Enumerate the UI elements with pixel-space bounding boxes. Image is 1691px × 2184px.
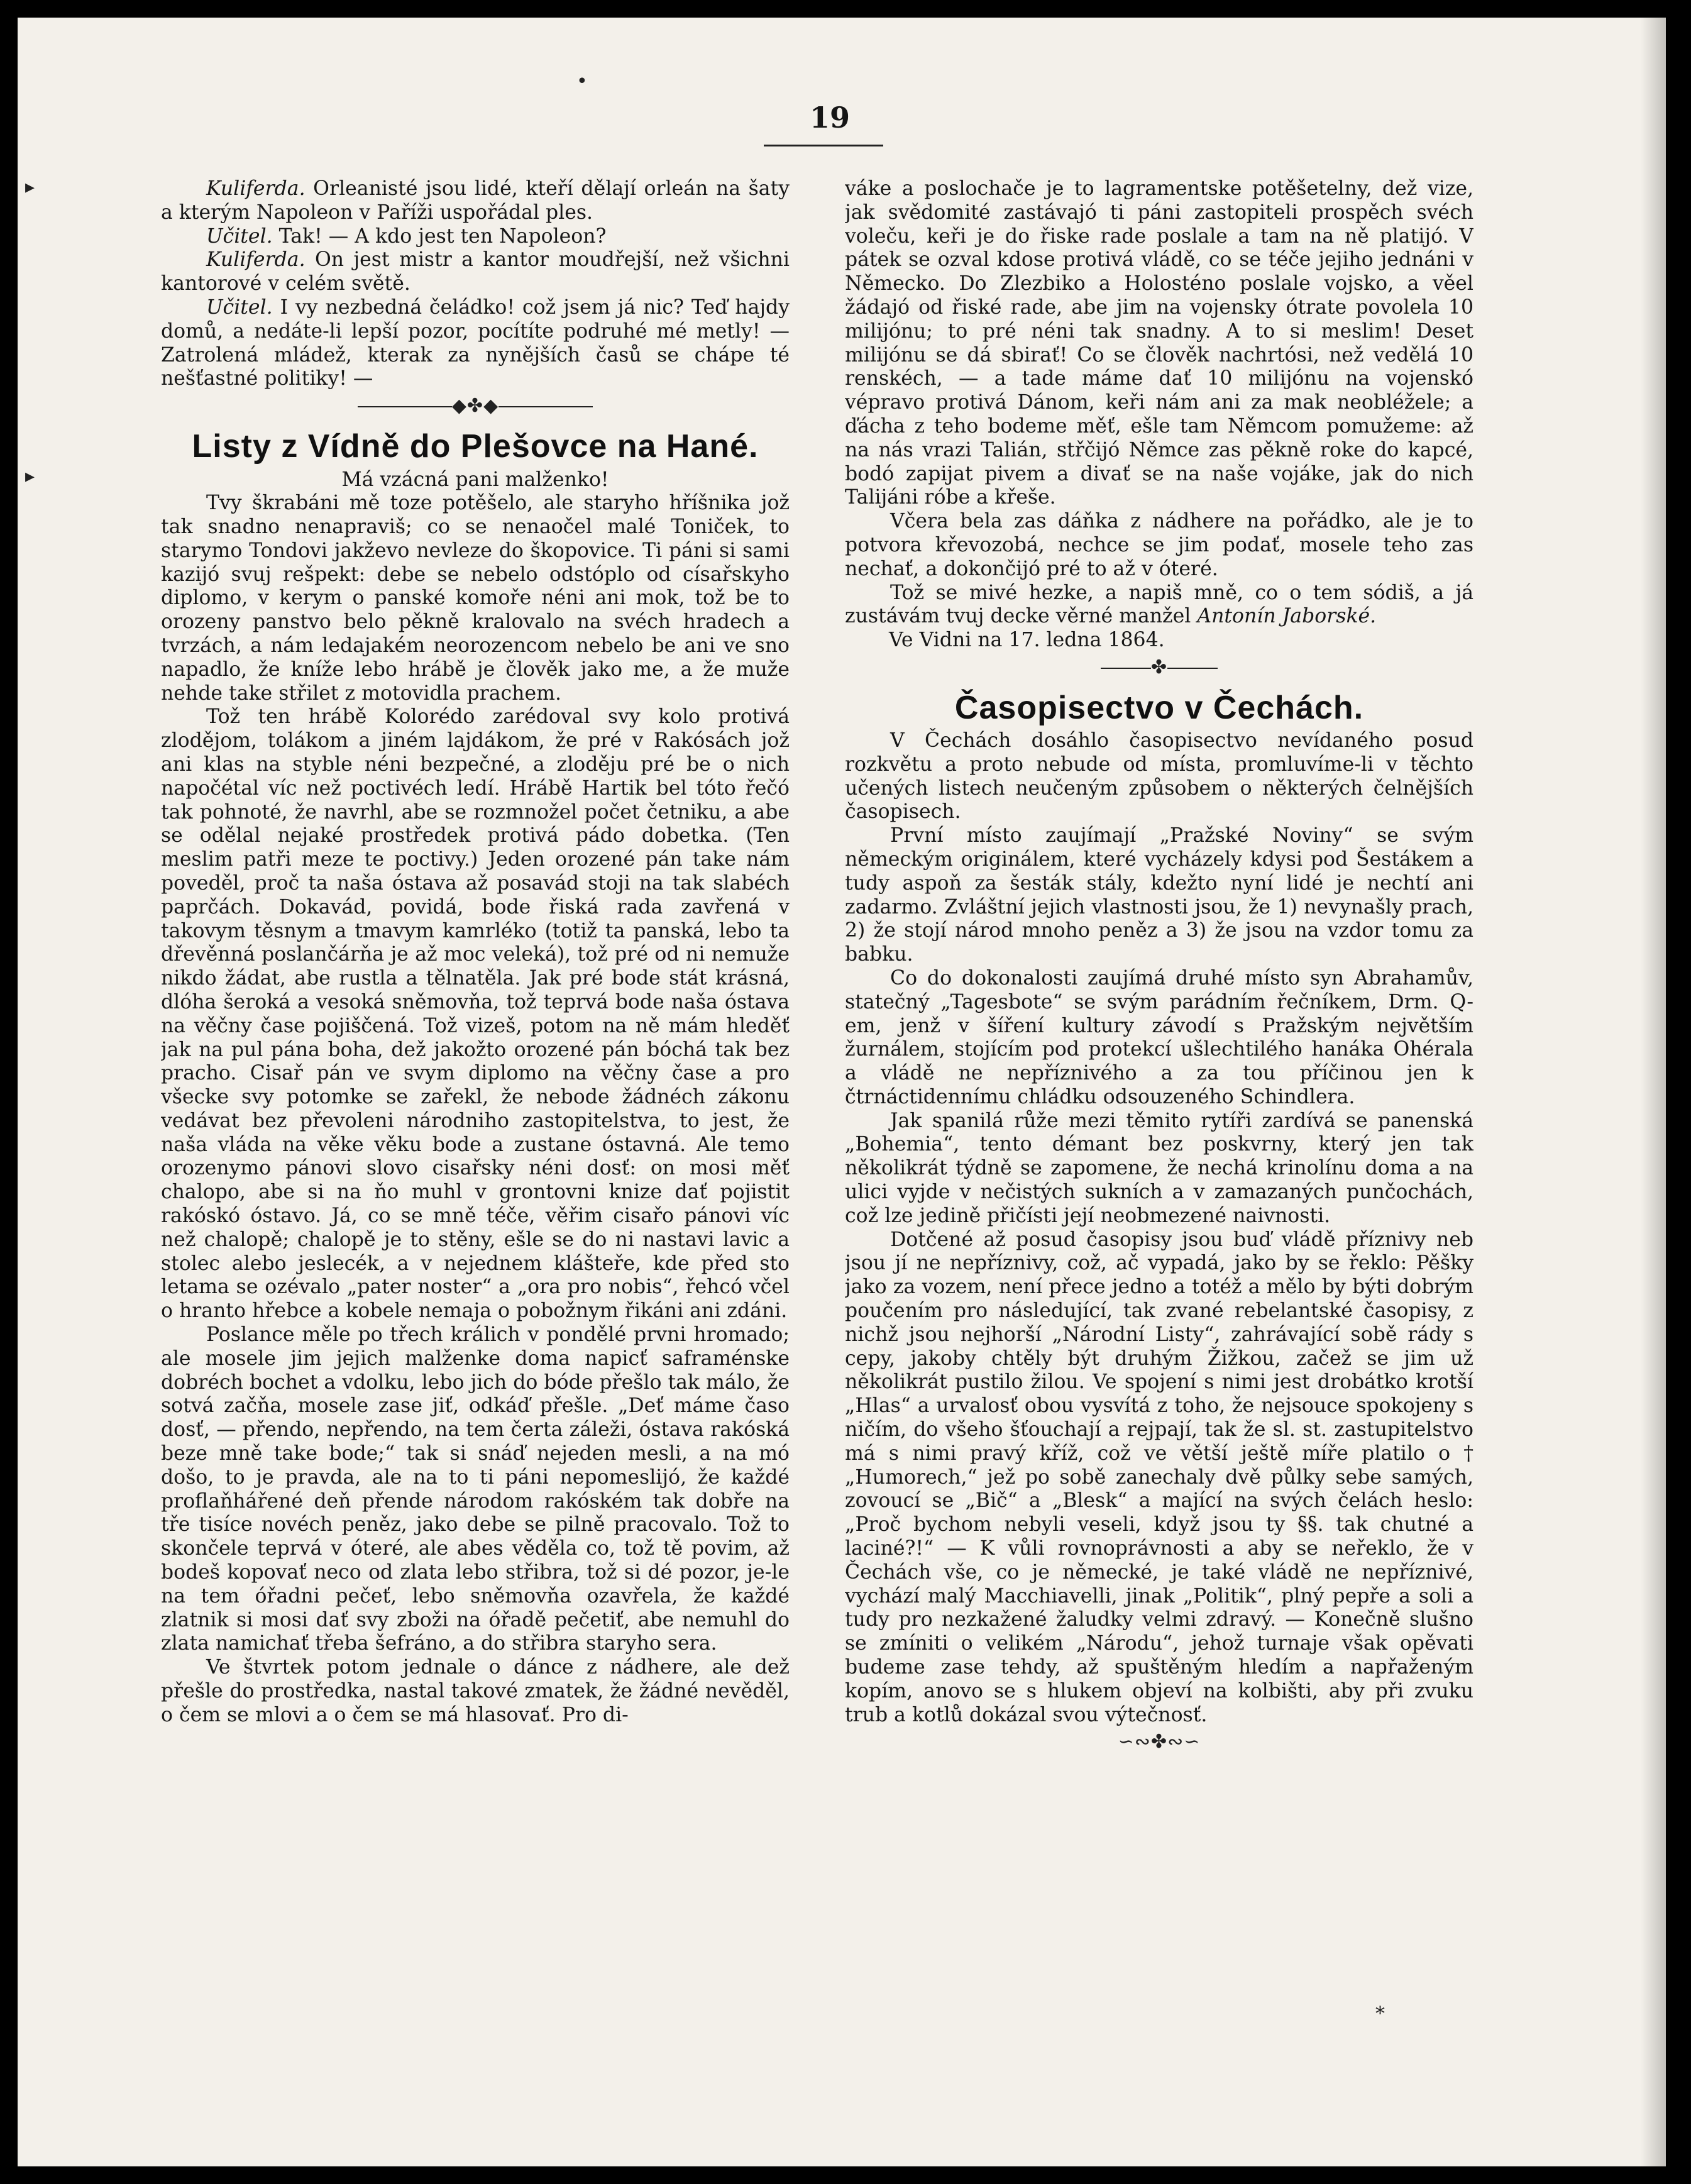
right-column bbox=[845, 177, 1473, 2114]
speaker-name: Učitel. bbox=[206, 224, 273, 248]
print-speck: • bbox=[576, 70, 588, 92]
article-paragraph: Poslance měle po třech králich v pondělé prvni hromado; ale mosele jim jejich malženke doma napicť saframénske dobréch bochet a vdolku, lebo jich do bóde přešlo tak málo, že sotvá začňa, mosele zase jiť, odkáď přešle. „Deť máme časo dosť, — přendo, nepřendo, na tem čerta záleži, óstava rakóská beze mně take bode;“ tak si snáď nejeden mesli, a na mó došo, to je pravda, ale na to ti páni nepomeslijó, že každé proflaňhářené deň přende národom rakóském tak dobře na tře tisíce novéch peněz, jako debe se pilně pracovalo. Tož to skončele teprvá v óteré, ale abes věděla co, tož tě povim, až bodeš kopovať neco od zlata lebo střibra, tož si dé pozor, je-le na tem óřadni pečeť, lebo sněmovňa ozavřela, že každé zlatnik si mosi dať svy zboži na óřadě pečetiť, abe nemuhl do zlata namichať třeba šefráno, a do střibra staryho sera. bbox=[161, 1323, 790, 1655]
dialogue-text: Tak! — A kdo jest ten Napoleon? bbox=[272, 224, 607, 248]
print-asterisk: * bbox=[1375, 2003, 1385, 2025]
margin-mark-top: ▸ bbox=[25, 176, 35, 198]
page-number-rule bbox=[764, 145, 883, 146]
dialogue-text: On jest mistr a kantor moudřejší, než všichni kantorové v celém světě. bbox=[161, 248, 790, 295]
letter-greeting: Má vzácná pani malženko! bbox=[341, 468, 609, 492]
speaker-name: Kuliferda. bbox=[206, 248, 306, 272]
dialogue-line bbox=[161, 225, 790, 249]
speaker-name: Učitel. bbox=[206, 295, 273, 319]
article-paragraph: váke a poslochače je to lagramentske potěšetelny, dež vize, jak svědomité zastávajó ti páni zastopiteli prospěch svéch voleču, keři je do řiske rade poslale a tam na ně platijó. V pátek se ozval kdose protivá vládě, co se téče jejiho jednáni v Německo. Do Zlezbiko a Holosténo poslale vojsko, a věel žádajó od řiské rade, abe jim na vojensky ótrate povolela 10 milijónu; to pré néni tak snadny. A to si meslim! Deset milijónu se dá sbirať! Co se člověk nachrtósi, než vedělá 10 renskéch, — a tade máme dať 10 milijónu na vojenskó vépravo protivá Dánom, keři nám ani za mak neobléžele; a ďácha z teho bodeme měť, ešle tam Němcom pomužeme: až na nás vrazi Talián, střčijó Němce zas pěkně roke do kapcé, bodó zapijat pivem a divať se na naše vojáke, jak do nich Talijáni róbe a křeše. bbox=[845, 177, 1473, 509]
margin-mark-middle: ▸ bbox=[25, 465, 35, 487]
place-date: Ve Vidni na 17. ledna 1864. bbox=[889, 629, 1165, 652]
page-number: 19 bbox=[809, 101, 850, 135]
section-divider-ornament: ✤ bbox=[845, 654, 1473, 681]
signature-name: Antonín Jaborské. bbox=[1197, 605, 1377, 628]
dialogue-text: I vy nezbedná čeládko! což jsem já nic? Teď hajdy domů, a nedáte-li lepší pozor, pocítíte podruhé mé metly! — Zatrolená mládež, kterak za nynějších časů se chápe té nešťastné politiky! — bbox=[161, 295, 790, 390]
dialogue-text: Orleanisté jsou lidé, kteří dělají orleán na šaty a kterým Napoleon v Paříži uspořádal ples. bbox=[161, 177, 790, 224]
article-title: Časopisectvo v Čechách. bbox=[954, 689, 1364, 726]
speaker-name: Kuliferda. bbox=[206, 177, 306, 200]
article-paragraph: Tož ten hrábě Kolorédo zarédoval svy kolo protivá zlodějom, tolákom a jiném lajdákom, že pré v Rakósách jož ani klas na styble néni bezpečné, a zloděju pré be o nich napočétal víc než poctivéch ledí. Hrábě Hartik bel tóto řečó tak pohnoté, že navrhl, abe se rozmnožel počet četniku, a abe se odělal nejaké prostředek protivá pádo dobetka. (Ten meslim patři meze te poctivy.) Jeden orozené pán take nám poveděl, proč ta naša óstava až posavád stoji na tak slabéch paprčách. Dokavád, povidá, bode řiská rada zavřená v takovym těsnym a tmavym kamrléko (totiž ta panská, lebo ta dřevěnná poslančárňa je až moc veleká), tož pré od ni nemuže nikdo žádat, abe rustla a tělnatěla. Jak pré bode stát krásná, dlóha šeroká a vesoká sněmovňa, tož teprvá bode naša óstava na věčny čase pojiščená. Tož vizeš, potom na ně mám hleděť jak na pul pána boha, dež jakožto orozené pán bóchá tak bez pracho. Cisař pán ve svym diplomo na věčny čase a pro všecke svy potomke se zařekl, že nebode žádnéch zákonu vedávat bez převoleni národniho zastopitelstva, to jest, že naša vláda na věke věku bode a zustane óstavná. Ale temo orozenymo pánovi slovo cisařsky néni dosť: on mosi měť chalopo, abe si na ňo muhl v grontovni knize dať pojistit rakóskó óstavo. Já, co se mně téče, věřim cisařo pánovi víc než chalopě; chalopě je to stěny, ešle se do ni nastavi lavic a stolec alebo jeslecék, a v nejednem klášteře, kde před sto letama se ozévalo „pater noster“ a „ora pro nobis“, řehcó včel o hranto hřebce a kobele nemaja o pobožnym řikáni ani zdáni. bbox=[161, 705, 790, 1323]
article-paragraph: Jak spanilá růže mezi těmito rytíři zardívá se panenská „Bohemia“, tento démant bez poskvrny, který jen tak několikrát týdně se zapomene, že nechá krinolínu doma a na ulici vyjde v nečistých sukních a v zamazaných punčochách, což lze jedině přičísti její neobmezené naivnosti. bbox=[845, 1109, 1473, 1227]
closing-text: Tož se mivé hezke, a napiš mně, co o tem sódiš, a já zustávám tvuj decke věrné manžel bbox=[845, 581, 1473, 628]
article-paragraph: Ve štvrtek potom jednale o dánce z nádhere, ale dež přešle do prostředka, nastal takové zmatek, že žádné nevěděl, o čem se mlovi a o čem se má hlasovať. Pro di- bbox=[161, 1656, 790, 1726]
dialogue-line bbox=[161, 177, 790, 225]
article-paragraph: V Čechách dosáhlo časopisectvo nevídaného posud rozkvětu a proto nebude od místa, promluvíme-li v těchto učených listech neučeným způsobem o některých čelnějších časopisech. bbox=[845, 729, 1473, 824]
dialogue-line bbox=[161, 248, 790, 296]
article-paragraph: Tvy škrabáni mě toze potěšelo, ale staryho hříšnika jož tak snadno nenapraviš; co se nenaočel malé Toniček, to starymo Tondovi jakževo nevleze do škopovice. Ti páni si sami kazijó svuj rešpekt: debe se nebelo odstóplo od císařskyho diplomo, v kerym o panské komoře néni ani mok, tož be to orozeny panstvo belo pěkně kralovalo na svéch hradech a tvrzách, a nám ledajakém neorozencom nebelo be ani ve sno napadlo, že kníže lebo hrábě je člověk jako me, a že muže nehde take střilet z motovidla prachem. bbox=[161, 492, 790, 705]
article-paragraph: Včera bela zas dáňka z nádhere na pořádko, ale je to potvora křevozobá, nechce se jim podať, mosele teho zas nechať, a dokončijó pré to až v óteré. bbox=[845, 510, 1473, 580]
article-paragraph: Co do dokonalosti zaujímá druhé místo syn Abrahamův, statečný „Tagesbote“ se svým parádním řečníkem, Drm. Q-em, jenž v šíření kultury závodí s Pražským největším žurnálem, stojícím pod protekcí ušlechtilého hanáka Ohérala a vládě ne nepříznivého a za tou příčinou jen k čtrnáctidennímu chládku odsouzeného Schindlera. bbox=[845, 966, 1473, 1108]
left-column bbox=[161, 177, 790, 2114]
article-paragraph: Dotčené až posud časopisy jsou buď vládě příznivy neb jsou jí ne nepříznivy, což, ač vypadá, jako by se řeklo: Pěšky jako za vozem, není přece jedno a totéž a mělo by býti dobrým poučením pro následující, tak zvané rebelantské časopisy, z nichž jsou nejhorší „Národní Listy“, zahrávající sobě rády s cepy, jakoby chtěly být druhým Žižkou, začež se jim už několikrát pustilo žilou. Ve spojení s nimi jest drobátko krotší „Hlas“ a urvalosť obou vysvítá z toho, že nejsouce spokojeny s ničím, do všeho šťouchají a rejpají, tak že sl. st. zastupitelstvo má s nimi pravý kříž, což ve větší ještě míře platilo o † „Humorech,“ jež po sobě zanechaly dvě půlky sebe samých, zovoucí se „Bič“ a „Blesk“ a mající na svých čelách heslo: „Proč bychom nebyli veseli, když jsou ty §§. tak chutné a laciné?!“ — K vůli rovnoprávnosti a aby se neřeklo, že v Čechách vše, co je německé, je také vládě ne nepříznivé, vychází malý Macchiavelli, jinak „Politik“, plný pepře a soli a tudy pro nezkažené žaludky velmi zdravý. — Konečně slušno se zmíniti o velikém „Národu“, jehož turnaje však opěvati budeme zase tehdy, až spuštěným hledím a napřaženým kopím, anovo se s hlukem objeví na kolbišti, aby při zvuku trub a kotlů dokázal svou výtečnosť. bbox=[845, 1228, 1473, 1726]
section-divider-ornament: ◆✤◆ bbox=[161, 392, 790, 420]
end-ornament: ∽∾✤∾∽ bbox=[1118, 1731, 1201, 1753]
article-title: Listy z Vídně do Plešovce na Hané. bbox=[192, 428, 759, 465]
dialogue-line bbox=[161, 296, 790, 391]
closing-paragraph bbox=[845, 582, 1473, 629]
article-paragraph: První místo zaujímají „Pražské Noviny“ se svým německým originálem, které vycházely kdysi pod Šestákem a tudy aspoň za šesták stály, kdežto nyní lidé je nechtí ani zadarmo. Zvláštní jejich vlastnosti jsou, že 1) nevynašly prach, 2) že stojí národ mnoho peněz a 3) že jsou na vzdor tomu za babku. bbox=[845, 824, 1473, 966]
page-edge-shadow bbox=[1641, 18, 1672, 2166]
